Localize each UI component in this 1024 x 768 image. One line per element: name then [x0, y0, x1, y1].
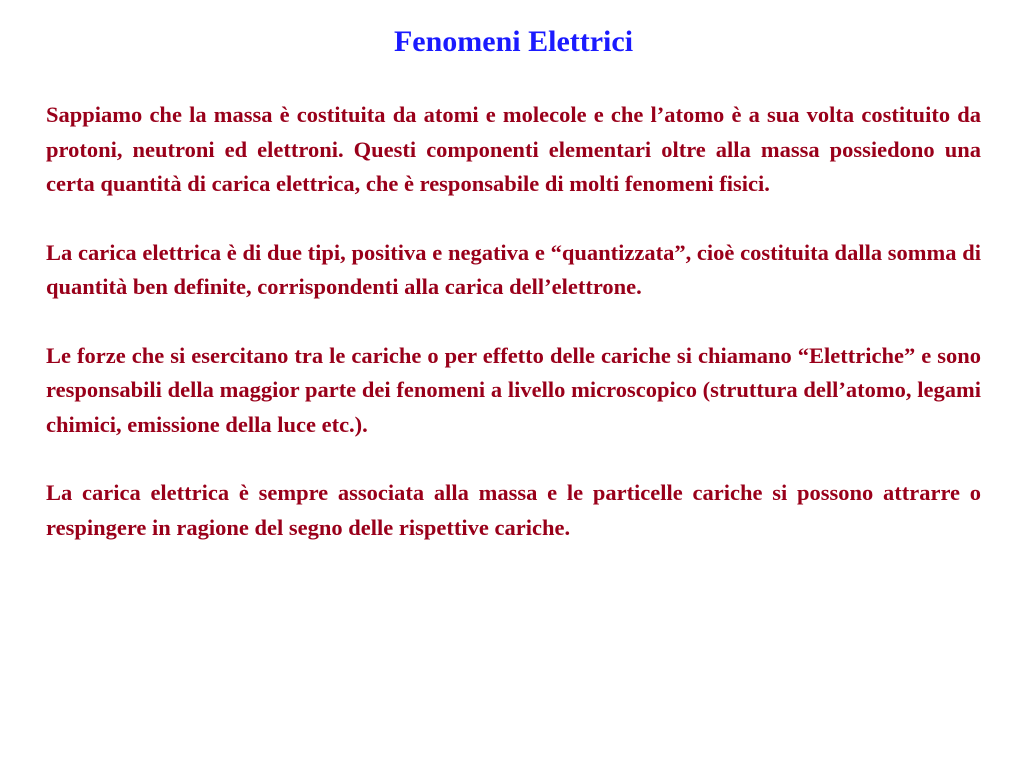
paragraph-1: Sappiamo che la massa è costituita da atomi e molecole e che l’atomo è a sua volta costituito da protoni, neutroni ed elettroni. Questi componenti elementari oltre alla massa possiedono una certa quantità di carica elettrica, che è responsabile di molti fenomeni fisici. — [46, 102, 981, 196]
paragraph-3: Le forze che si esercitano tra le cariche o per effetto delle cariche si chiamano “Elettriche” e sono responsabili della maggior parte dei fenomeni a livello microscopico (struttura dell’atomo, legami chimici, emissione della luce etc.). — [46, 342, 981, 437]
slide-title: Fenomeni Elettrici — [393, 25, 634, 58]
paragraph-4: La carica elettrica è sempre associata alla massa e le particelle cariche si possono attrarre o respingere in ragione del segno delle rispettive cariche. — [46, 480, 981, 540]
paragraph-2: La carica elettrica è di due tipi, positiva e negativa e “quantizzata”, cioè costituita dalla somma di quantità ben definite, corrispondenti alla carica dell’elettrone. — [46, 239, 981, 299]
slide-body — [46, 98, 981, 545]
